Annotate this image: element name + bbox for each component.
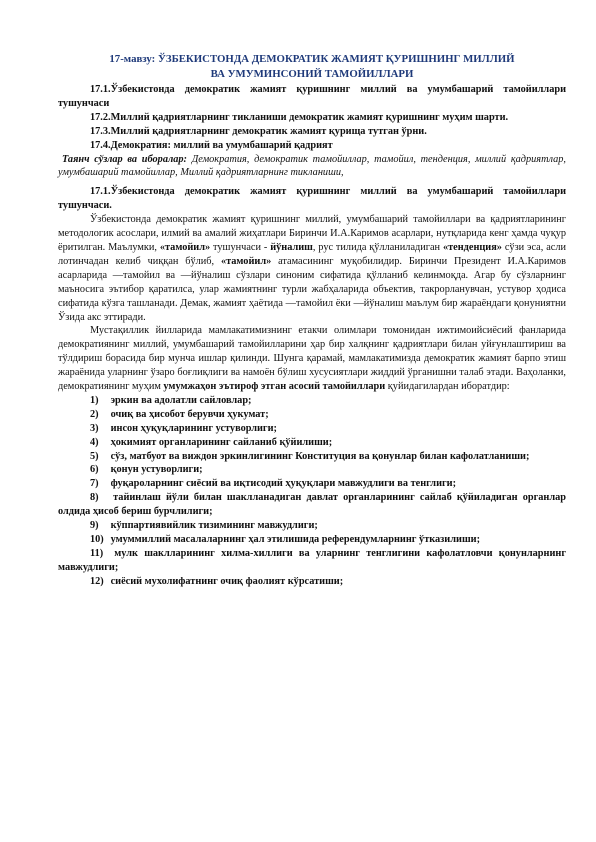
list-text: мулк шаклларининг хилма-хиллиги ва уларнинг тенглигини кафолатловчи қонунларнинг мавжудлиги;: [58, 547, 567, 573]
section-heading: 17.1.Ўзбекистонда демократик жамият қуришнинг миллий ва умумбашарий тамойиллари тушунчаси.: [58, 186, 566, 212]
bold-term: умумжаҳон эътироф этган асосий тамойиллари: [163, 381, 386, 393]
list-text: тайинлаш йўли билан шаклланадиган давлат органларининг сайлаб қўйиладиган органлар олдида ҳисоб бериш бурчлилиги;: [58, 492, 566, 518]
list-number: 3): [90, 422, 99, 434]
list-item: [58, 436, 566, 450]
list-text: кўппартиявийлик тизимининг мавжудлиги;: [110, 520, 318, 532]
text-run: атамасининг муқобилидир. Биринчи Президент И.А.Каримов асарларида ―тамойил ва ―йўналиш сўзлари синоним сифатида қўлланиб келинмоқда. Агар бу сўзларнинг маъносига эътибор қаратилса, улар жамиятнинг турли жабҳаларида объектив, такрорланувчан, устувор ҳодиса сифатида кўзга ташланади. Демак, жамият ҳаётида ―тамойил ёки ―йўналиш маълум бир жараёндаги қонуниятни Ўзида акс эттиради.: [58, 255, 566, 323]
list-number: 10): [90, 534, 104, 545]
list-text: сўз, матбуот ва виждон эркинлигининг Конституция ва қонунлар билан кафолатланиши;: [110, 450, 530, 462]
topic-plan: [58, 83, 566, 153]
bold-term: «тамойил»: [220, 255, 272, 267]
list-item: [58, 491, 566, 519]
bold-term: йўналиш: [270, 241, 313, 253]
title-line-2: ВА УМУМИНСОНИЙ ТАМОЙИЛЛАРИ: [210, 67, 414, 80]
list-number: 5): [90, 450, 99, 462]
list-item: [58, 477, 566, 491]
list-number: 4): [90, 436, 99, 448]
text-run: Ўзбекистонда демократик жамият қуришнинг миллий, умумбашарий тамойиллари ва қадриятларининг методологик асослари, илмий ва амалий жиҳатлари Биринчи И.А.Каримов асарлари, нутқларида кенг ҳамда чуқур ёритилган. Маълумки,: [58, 214, 566, 253]
body-paragraph-2: [58, 324, 566, 394]
list-item: [58, 408, 566, 422]
plan-item: 17.3.Миллий қадриятларнинг демократик жамият қурища тутган ўрни.: [90, 125, 427, 137]
principles-list: [58, 394, 566, 589]
list-item: [58, 450, 566, 464]
list-number: 1): [90, 394, 99, 406]
plan-item: 17.2.Миллий қадриятларнинг тикланиши демократик жамият қуришнинг муҳим шарти.: [90, 111, 509, 123]
text-run: қуйидагилардан иборатдир:: [385, 381, 510, 393]
list-number: 11): [90, 547, 104, 559]
list-item: [58, 575, 566, 589]
list-item: [58, 394, 566, 408]
list-number: 6): [90, 464, 99, 476]
bold-term: «тамойил»: [159, 241, 211, 253]
list-text: умуммиллий масалаларнинг ҳал этилишида референдумларнинг ўтказилиши;: [110, 534, 481, 545]
list-text: фуқароларнинг сиёсий ва иқтисодий ҳуқуқлари мавжудлиги ва тенглиги;: [110, 478, 457, 490]
body-paragraph-1: [58, 213, 566, 324]
text-run: Мустақиллик йилларида мамлакатимизнинг етакчи олимлари томонидан ижтимоийсиёсий фанларида демократиянинг миллий, умумбашарий тамойилларини ҳар бир халқнинг қадриятлари билан уйғунлаштириш ва тўлдириш борасида бир мунча ишлар қилинди. Шунга қарамай, мамлакатимизда демократик жамият барпо этиш жараёнида уларнинг ўзаро боғлиқлиги ва намоён бўлиш хусусиятлари жиддий ўрганишни талаб этади. Ваҳоланки, демократиянинг муҳим: [58, 325, 566, 393]
list-item: [58, 519, 566, 533]
plan-item: 17.1.Ўзбекистонда демократик жамият қуришнинг миллий ва умумбашарий тамойиллари тушунчаси: [58, 84, 566, 109]
list-item: [58, 533, 566, 547]
list-number: 2): [90, 408, 99, 420]
list-number: 8): [90, 492, 99, 504]
list-text: қонун устуворлиги;: [110, 464, 203, 476]
text-run: , рус тилида қўлланиладиган: [312, 241, 443, 253]
list-text: очиқ ва ҳисобот берувчи ҳукумат;: [110, 408, 269, 420]
list-number: 9): [90, 520, 99, 532]
list-text: ҳокимият органларининг сайланиб қўйилиши;: [110, 436, 333, 448]
title-line-1: 17-мавзу: ЎЗБЕКИСТОНДА ДЕМОКРАТИК ЖАМИЯТ ҚУРИШНИНГ МИЛЛИЙ: [109, 53, 515, 65]
list-item: [58, 463, 566, 477]
list-item: [58, 422, 566, 436]
list-item: [58, 547, 566, 575]
list-number: 12): [90, 575, 104, 587]
document-title: [58, 52, 566, 81]
list-text: эркин ва адолатли сайловлар;: [110, 394, 252, 406]
keywords-paragraph: [58, 153, 566, 181]
list-text: сиёсий мухолифатнинг очиқ фаолият кўрсатиши;: [110, 575, 344, 587]
keywords-text: Демократия, демократик тамойиллар, тамойил, тенденция, миллий қадриятлар, умумбашарий тамойиллар, Миллий қадриятларнинг тикланиши,: [58, 153, 566, 179]
text-run: сўзи эса, асли лотинчадан келиб чиққан бўлиб,: [58, 241, 566, 267]
document-page: [58, 52, 566, 589]
list-text: инсон ҳуқуқларининг устуворлиги;: [110, 422, 277, 434]
list-number: 7): [90, 478, 99, 490]
text-run: тушунчаси -: [210, 241, 271, 253]
bold-term: «тенденция»: [442, 241, 502, 253]
plan-item: 17.4.Демократия: миллий ва умумбашарий қадрият: [90, 139, 333, 151]
keywords-label: Таянч сўзлар ва иборалар:: [62, 153, 187, 165]
